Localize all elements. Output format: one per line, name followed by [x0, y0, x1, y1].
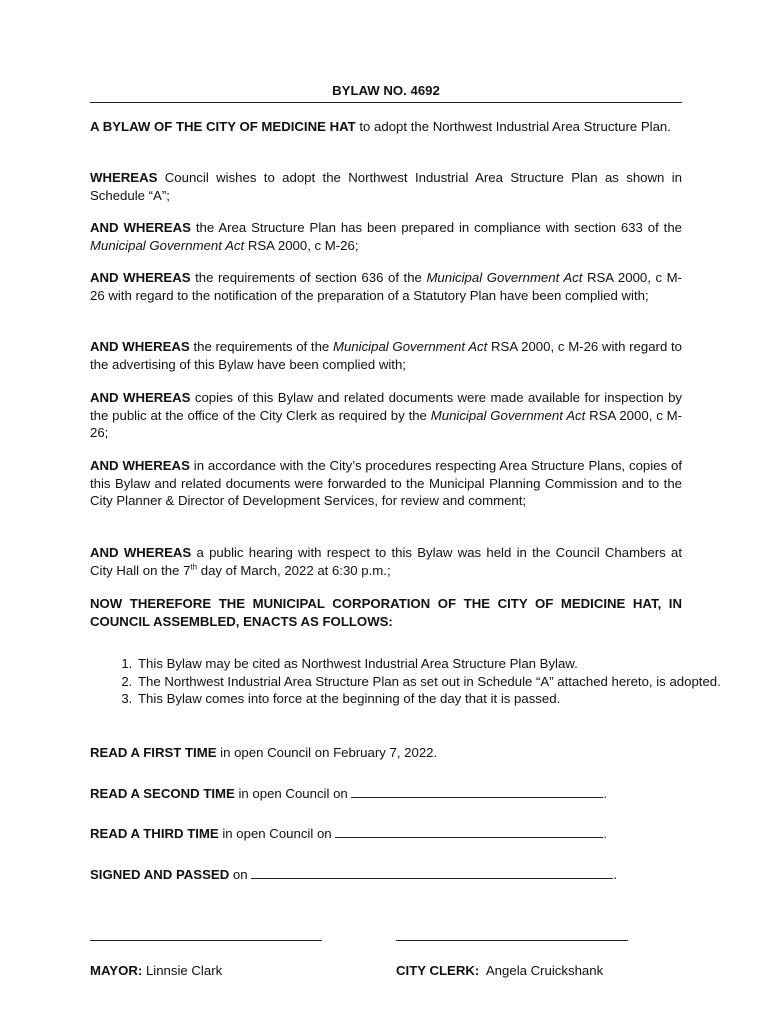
signed-and-passed — [90, 866, 682, 884]
third-reading-date-line[interactable] — [335, 826, 603, 838]
third-reading-bold: READ A THIRD TIME — [90, 826, 219, 841]
whereas-paragraph-4 — [90, 338, 682, 373]
signed-date-line[interactable] — [251, 867, 613, 879]
whereas4-bold: AND WHEREAS — [90, 339, 190, 354]
clerk-label: CITY CLERK: — [396, 963, 480, 978]
second-reading-period: . — [603, 786, 608, 801]
whereas1-bold: WHEREAS — [90, 170, 158, 185]
clerk-signature-block — [396, 962, 603, 980]
whereas5-italic: Municipal Government Act — [430, 407, 586, 423]
whereas-paragraph-6 — [90, 457, 682, 510]
intro-text: to adopt the Northwest Industrial Area Structure Plan. — [355, 119, 671, 134]
third-reading-text: in open Council on — [218, 826, 336, 841]
whereas5-text1: copies of this Bylaw and related documents were made available for inspection by the public at the office of the City Clerk as required by the — [90, 390, 683, 423]
whereas2-text1: the Area Structure Plan has been prepared in compliance with section 633 of the — [190, 220, 683, 235]
whereas5-text2: RSA 2000, c M-26; — [90, 407, 683, 440]
third-reading-period: . — [603, 826, 607, 841]
clause-item: 3. This Bylaw comes into force at the beginning of the day that it is passed. — [136, 690, 728, 708]
whereas-paragraph-3 — [90, 269, 682, 304]
whereas6-bold: AND WHEREAS — [90, 458, 190, 473]
whereas7-text1: a public hearing with respect to this Bylaw was held in the Council Chambers at City Hall on the 7 — [90, 545, 682, 578]
whereas3-text2: RSA 2000, c M-26 with regard to the notification of the preparation of a Statutory Plan have been complied with; — [90, 270, 682, 303]
whereas2-bold: AND WHEREAS — [90, 220, 191, 235]
mayor-signature-block — [90, 962, 222, 980]
whereas4-text2: RSA 2000, c M-26 with regard to the advertising of this Bylaw have been complied with; — [90, 339, 683, 372]
bylaw-title: BYLAW NO. 4692 — [90, 82, 682, 103]
first-reading-bold: READ A FIRST TIME — [90, 745, 217, 760]
second-reading — [90, 785, 682, 803]
second-reading-date-line[interactable] — [351, 786, 603, 798]
now-therefore-paragraph: NOW THEREFORE THE MUNICIPAL CORPORATION OF THE CITY OF MEDICINE HAT, IN COUNCIL ASSEMBLED, ENACTS AS FOLLOWS: — [90, 596, 682, 629]
mayor-label: MAYOR: — [90, 963, 143, 978]
third-reading — [90, 825, 682, 843]
signed-bold: SIGNED AND PASSED — [90, 867, 230, 882]
clause-item: 1. This Bylaw may be cited as Northwest Industrial Area Structure Plan Bylaw. — [136, 655, 728, 673]
first-reading — [90, 744, 682, 762]
first-reading-text: in open Council on February 7, 2022. — [216, 745, 438, 760]
whereas7-text2: day of March, 2022 at 6:30 p.m.; — [197, 562, 391, 578]
whereas1-text: Council wishes to adopt the Northwest Industrial Area Structure Plan as shown in Schedule “A”; — [90, 170, 682, 203]
whereas4-italic: Municipal Government Act — [333, 339, 488, 354]
second-reading-bold: READ A SECOND TIME — [90, 786, 235, 801]
whereas5-bold: AND WHEREAS — [90, 390, 191, 405]
clause-item: 2. The Northwest Industrial Area Structure Plan as set out in Schedule “A” attached hereto, is adopted. — [136, 673, 728, 691]
signed-text: on — [229, 867, 252, 882]
clerk-name: Angela Cruickshank — [485, 963, 604, 978]
whereas6-text: in accordance with the City’s procedures respecting Area Structure Plans, copies of this Bylaw and related documents were forwarded to the Municipal Planning Commission and to the City Planner & Director of Development Services, for review and comment; — [90, 458, 682, 508]
whereas2-italic: Municipal Government Act — [90, 237, 245, 253]
whereas4-text1: the requirements of the — [189, 339, 333, 354]
whereas-paragraph-5 — [90, 389, 682, 442]
clerk-signature-line[interactable] — [396, 940, 628, 941]
whereas-paragraph-7 — [90, 544, 682, 579]
mayor-signature-line[interactable] — [90, 940, 322, 941]
ordinal-suffix: th — [190, 562, 198, 572]
whereas3-italic: Municipal Government Act — [426, 270, 583, 285]
intro-paragraph — [90, 118, 682, 136]
whereas3-bold: AND WHEREAS — [90, 270, 191, 285]
whereas-paragraph-2 — [90, 219, 682, 254]
clause-list — [90, 655, 728, 708]
signed-period: . — [613, 867, 617, 882]
whereas-paragraph-1 — [90, 169, 682, 204]
whereas7-bold: AND WHEREAS — [90, 545, 192, 560]
whereas2-text2: RSA 2000, c M-26; — [244, 237, 359, 253]
second-reading-text: in open Council on — [234, 786, 352, 801]
mayor-name: Linnsie Clark — [145, 963, 223, 978]
intro-bold: A BYLAW OF THE CITY OF MEDICINE HAT — [90, 119, 356, 134]
whereas3-text1: the requirements of section 636 of the — [190, 270, 427, 285]
